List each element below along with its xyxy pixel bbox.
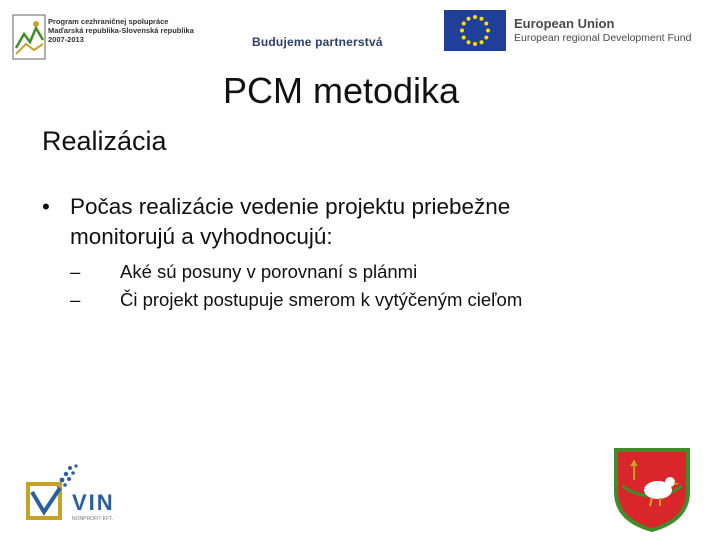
dash-marker: – — [70, 289, 81, 310]
partnership-slogan: Budujeme partnerstvá — [252, 35, 383, 49]
program-line-1: Program cezhraničnej spolupráce — [48, 17, 169, 26]
program-line-3: 2007-2013 — [48, 35, 84, 44]
slide-title: PCM metodika — [223, 70, 460, 111]
eu-flag-icon — [444, 10, 506, 51]
vin-logo-text: VIN — [72, 490, 115, 515]
bullet-list — [42, 192, 682, 314]
sub-bullet-item — [70, 286, 682, 314]
sub-bullet-item — [70, 258, 682, 286]
dash-marker: – — [70, 261, 81, 282]
slide-subtitle: Realizácia — [42, 126, 167, 156]
program-text — [48, 17, 194, 44]
vin-logo-icon — [26, 462, 146, 528]
bullet-marker: • — [42, 194, 50, 219]
sub-bullet-text: Či projekt postupuje smerom k vytýčeným cieľom — [120, 289, 523, 310]
bullet-item — [42, 192, 682, 252]
program-line-2: Maďarská republika-Slovenská republika — [48, 26, 194, 35]
vin-logo-subtext: NONPROFIT KFT. — [72, 516, 114, 522]
sub-bullet-text: Aké sú posuny v porovnaní s plánmi — [120, 261, 418, 282]
sub-bullet-list — [42, 258, 682, 314]
eu-text-block — [514, 16, 691, 45]
bullet-text-line-1: Počas realizácie vedenie projektu priebežne — [70, 194, 511, 219]
bullet-text-line-2: monitorujú a vyhodnocujú: — [70, 224, 333, 249]
program-logo-icon — [12, 14, 46, 60]
header-logos — [0, 0, 720, 70]
coat-of-arms-icon — [612, 446, 692, 532]
eu-title: European Union — [514, 16, 615, 31]
eu-subtitle: European regional Development Fund — [514, 32, 692, 44]
